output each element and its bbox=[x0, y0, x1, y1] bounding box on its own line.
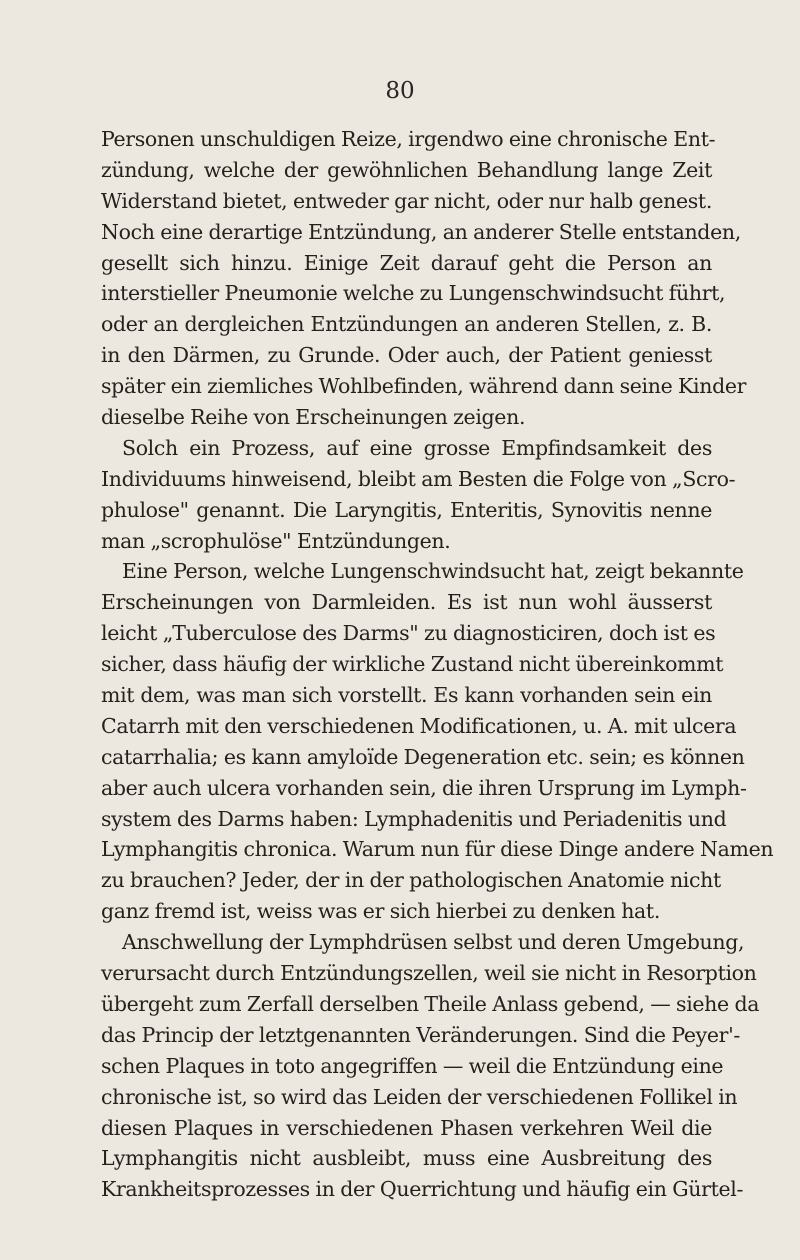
body-text bbox=[101, 124, 774, 1205]
text-line: aber auch ulcera vorhanden sein, die ihren Ursprung im Lymph- bbox=[101, 775, 747, 800]
text-line: Krankheitsprozesses in der Querrichtung und häufig ein Gürtel- bbox=[101, 1177, 744, 1202]
text-line: mit dem, was man sich vorstellt. Es kann vorhanden sein ein bbox=[101, 683, 712, 708]
text-line: phulose" genannt. Die Laryngitis, Enteritis, Synovitis nenne bbox=[101, 497, 712, 522]
text-line: Noch eine derartige Entzündung, an anderer Stelle entstanden, bbox=[101, 219, 741, 244]
text-line: Anschwellung der Lymphdrüsen selbst und deren Umgebung, bbox=[122, 930, 745, 955]
text-line: Catarrh mit den verschiedenen Modificationen, u. A. mit ulcera bbox=[101, 713, 737, 738]
text-line: catarrhalia; es kann amyloïde Degeneration etc. sein; es können bbox=[101, 744, 745, 769]
text-line: man „scrophulöse" Entzündungen. bbox=[101, 528, 451, 553]
text-line: übergeht zum Zerfall derselben Theile Anlass gebend, — siehe da bbox=[101, 991, 760, 1016]
text-line: Widerstand bietet, entweder gar nicht, oder nur halb genest. bbox=[101, 188, 712, 213]
text-line: dieselbe Reihe von Erscheinungen zeigen. bbox=[101, 405, 526, 430]
text-line: Solch ein Prozess, auf eine grosse Empfindsamkeit des bbox=[122, 435, 712, 460]
text-line: das Princip der letztgenannten Veränderungen. Sind die Peyer'- bbox=[101, 1022, 740, 1047]
text-line: verursacht durch Entzündungszellen, weil sie nicht in Resorption bbox=[101, 961, 757, 986]
page-number: 80 bbox=[385, 78, 415, 104]
text-line: leicht „Tuberculose des Darms" zu diagnosticiren, doch ist es bbox=[101, 621, 716, 646]
text-line: interstieller Pneumonie welche zu Lungenschwindsucht führt, bbox=[101, 281, 726, 306]
text-line: zündung, welche der gewöhnlichen Behandlung lange Zeit bbox=[101, 157, 712, 182]
text-line: Lymphangitis chronica. Warum nun für diese Dinge andere Namen bbox=[101, 837, 774, 862]
text-line: in den Därmen, zu Grunde. Oder auch, der Patient geniesst bbox=[101, 343, 712, 368]
text-line: zu brauchen? Jeder, der in der pathologischen Anatomie nicht bbox=[101, 868, 721, 893]
text-line: Individuums hinweisend, bleibt am Besten die Folge von „Scro- bbox=[101, 466, 736, 491]
text-line: sicher, dass häufig der wirkliche Zustand nicht übereinkommt bbox=[101, 652, 724, 677]
text-line: ganz fremd ist, weiss was er sich hierbei zu denken hat. bbox=[101, 899, 660, 924]
text-line: chronische ist, so wird das Leiden der verschiedenen Follikel in bbox=[101, 1084, 738, 1109]
text-line: gesellt sich hinzu. Einige Zeit darauf geht die Person an bbox=[101, 250, 712, 275]
text-line: Lymphangitis nicht ausbleibt, muss eine Ausbreitung des bbox=[101, 1146, 712, 1171]
text-line: später ein ziemliches Wohlbefinden, während dann seine Kinder bbox=[101, 374, 747, 399]
text-line: diesen Plaques in verschiedenen Phasen verkehren Weil die bbox=[101, 1115, 712, 1140]
text-line: Erscheinungen von Darmleiden. Es ist nun wohl äusserst bbox=[101, 590, 712, 615]
text-line: schen Plaques in toto angegriffen — weil die Entzündung eine bbox=[101, 1053, 724, 1078]
text-line: system des Darms haben: Lymphadenitis und Periadenitis und bbox=[101, 806, 727, 831]
text-line: Eine Person, welche Lungenschwindsucht hat, zeigt bekannte bbox=[122, 559, 744, 584]
text-line: Personen unschuldigen Reize, irgendwo eine chronische Ent- bbox=[101, 127, 716, 151]
text-line: oder an dergleichen Entzündungen an anderen Stellen, z. B. bbox=[101, 312, 712, 337]
